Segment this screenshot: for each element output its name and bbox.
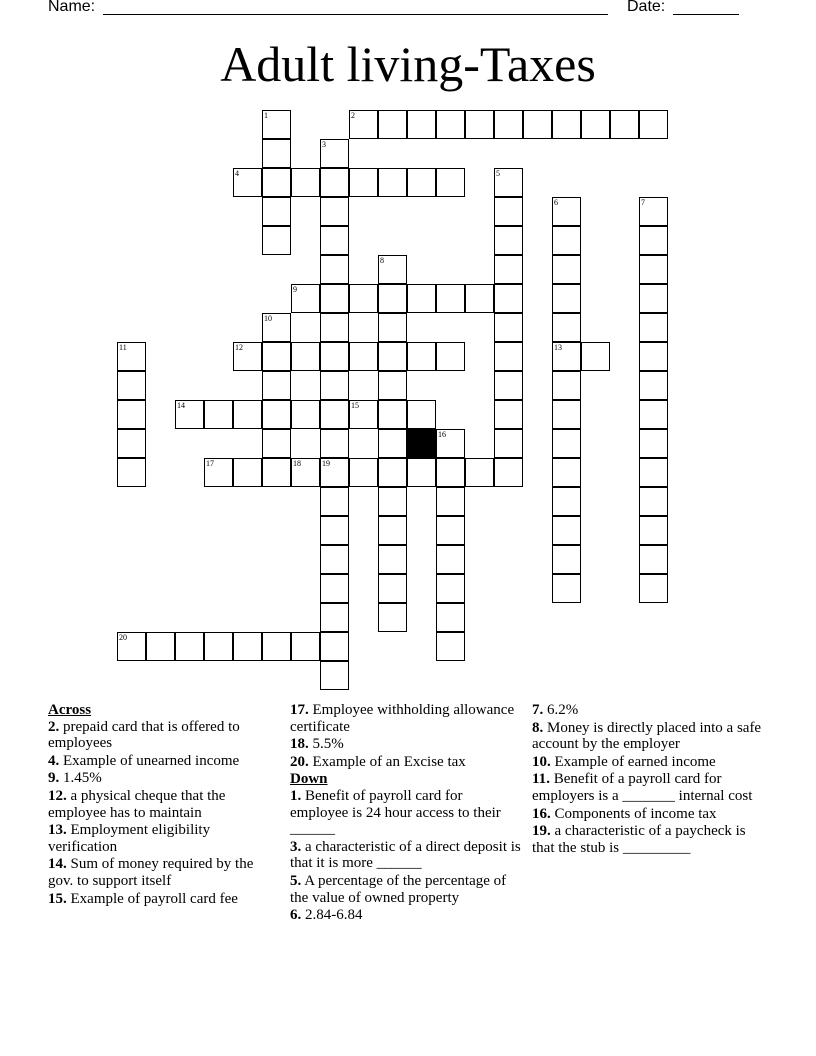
clue-down-1: 1. Benefit of payroll card for employee is 24 hour access to their ______ — [290, 787, 501, 838]
crossword-cell[interactable] — [320, 255, 349, 284]
crossword-cell[interactable] — [581, 110, 610, 139]
clue-text: 5.5% — [312, 736, 344, 753]
clue-down-10: 10. Example of earned income — [532, 753, 716, 770]
clue-text: 1.45% — [63, 770, 102, 787]
crossword-cell[interactable] — [494, 110, 523, 139]
cell-clue-number: 4 — [235, 169, 239, 178]
crossword-cell[interactable] — [494, 226, 523, 255]
crossword-cell[interactable] — [639, 284, 668, 313]
crossword-cell[interactable] — [291, 284, 320, 313]
crossword-cell[interactable] — [552, 516, 581, 545]
crossword-black-cell — [407, 429, 436, 458]
cell-clue-number: 12 — [235, 343, 243, 352]
clue-number: 9 — [48, 770, 56, 787]
crossword-cell[interactable] — [233, 342, 262, 371]
clue-across-14: 14. Sum of money required by the gov. to support itself — [48, 856, 254, 889]
clue-text: Benefit of payroll card for employee is 24 hour access to their ______ — [290, 787, 501, 838]
clue-number: 13 — [48, 822, 63, 839]
crossword-cell[interactable] — [494, 168, 523, 197]
crossword-cell[interactable] — [320, 632, 349, 661]
crossword-cell[interactable] — [262, 226, 291, 255]
crossword-cell[interactable] — [291, 400, 320, 429]
clues-column-3 — [532, 702, 762, 857]
crossword-cell[interactable] — [291, 632, 320, 661]
crossword-cell[interactable] — [552, 197, 581, 226]
crossword-cell[interactable] — [407, 458, 436, 487]
clue-number: 19 — [532, 823, 547, 840]
crossword-cell[interactable] — [494, 371, 523, 400]
crossword-cell[interactable] — [552, 110, 581, 139]
crossword-cell[interactable] — [552, 545, 581, 574]
crossword-cell[interactable] — [320, 400, 349, 429]
crossword-cell[interactable] — [378, 603, 407, 632]
crossword-cell[interactable] — [494, 458, 523, 487]
cell-clue-number: 10 — [264, 314, 272, 323]
crossword-cell[interactable] — [262, 197, 291, 226]
crossword-cell[interactable] — [233, 458, 262, 487]
crossword-cell[interactable] — [378, 371, 407, 400]
crossword-cell[interactable] — [407, 400, 436, 429]
clue-text: Money is directly placed into a safe account by the employer — [532, 719, 762, 753]
crossword-cell[interactable] — [349, 458, 378, 487]
clue-number: 5 — [290, 872, 298, 889]
clue-down-16: 16. Components of income tax — [532, 805, 717, 822]
clue-number: 16 — [532, 805, 547, 822]
crossword-cell[interactable] — [378, 458, 407, 487]
cell-clue-number: 20 — [119, 633, 127, 642]
crossword-cell[interactable] — [436, 516, 465, 545]
crossword-cell[interactable] — [262, 110, 291, 139]
clue-across-12: 12. a physical cheque that the employee has to maintain — [48, 787, 226, 821]
cell-clue-number: 17 — [206, 459, 214, 468]
crossword-cell[interactable] — [349, 284, 378, 313]
crossword-cell[interactable] — [262, 400, 291, 429]
crossword-cell[interactable] — [320, 574, 349, 603]
clue-text: 2.84-6.84 — [305, 907, 363, 924]
clue-number: 4 — [48, 752, 56, 769]
clue-number: 3 — [290, 838, 298, 855]
crossword-cell[interactable] — [262, 371, 291, 400]
crossword-cell[interactable] — [436, 487, 465, 516]
crossword-cell[interactable] — [639, 197, 668, 226]
clue-text: a physical cheque that the employee has to maintain — [48, 787, 226, 821]
crossword-cell[interactable] — [494, 255, 523, 284]
crossword-cell[interactable] — [494, 313, 523, 342]
clue-text: a characteristic of a paycheck is that the stub is _________ — [532, 823, 746, 856]
crossword-cell[interactable] — [436, 168, 465, 197]
crossword-cell[interactable] — [378, 342, 407, 371]
clue-across-2: 2. prepaid card that is offered to employees — [48, 718, 240, 752]
crossword-cell[interactable] — [639, 313, 668, 342]
across-heading: Across — [48, 702, 92, 718]
clue-text: Sum of money required by the gov. to support itself — [48, 856, 254, 889]
crossword-cell[interactable] — [494, 284, 523, 313]
clue-across-15: 15. Example of payroll card fee — [48, 890, 238, 907]
crossword-cell[interactable] — [639, 516, 668, 545]
crossword-cell[interactable] — [610, 110, 639, 139]
crossword-cell[interactable] — [552, 429, 581, 458]
crossword-cell[interactable] — [436, 429, 465, 458]
crossword-cell[interactable] — [291, 458, 320, 487]
cell-clue-number: 19 — [322, 459, 330, 468]
crossword-cell[interactable] — [320, 197, 349, 226]
clue-text: Example of unearned income — [63, 752, 240, 769]
crossword-cell[interactable] — [291, 342, 320, 371]
clue-text: Employment eligibility verification — [48, 822, 211, 855]
crossword-cell[interactable] — [465, 458, 494, 487]
crossword-cell[interactable] — [552, 342, 581, 371]
crossword-cell[interactable] — [320, 429, 349, 458]
crossword-cell[interactable] — [639, 400, 668, 429]
crossword-cell[interactable] — [436, 603, 465, 632]
crossword-cell[interactable] — [233, 400, 262, 429]
clue-text: 6.2% — [547, 702, 579, 718]
crossword-cell[interactable] — [233, 632, 262, 661]
crossword-cell[interactable] — [552, 313, 581, 342]
crossword-cell[interactable] — [494, 197, 523, 226]
crossword-cell[interactable] — [262, 313, 291, 342]
crossword-cell[interactable] — [436, 284, 465, 313]
clue-text: Example of payroll card fee — [70, 890, 238, 907]
crossword-cell[interactable] — [639, 342, 668, 371]
crossword-cell[interactable] — [639, 255, 668, 284]
cell-clue-number: 7 — [641, 198, 645, 207]
crossword-cell[interactable] — [175, 400, 204, 429]
crossword-cell[interactable] — [117, 429, 146, 458]
page-title: Adult living-Taxes — [220, 36, 596, 92]
crossword-cell[interactable] — [639, 574, 668, 603]
name-label: Name: — [48, 0, 96, 15]
clue-number: 2 — [48, 718, 56, 735]
crossword-cell[interactable] — [117, 400, 146, 429]
crossword-cell[interactable] — [639, 487, 668, 516]
crossword-cell[interactable] — [320, 342, 349, 371]
crossword-cell[interactable] — [378, 545, 407, 574]
cell-clue-number: 18 — [293, 459, 301, 468]
crossword-cell[interactable] — [378, 110, 407, 139]
crossword-cell[interactable] — [320, 371, 349, 400]
crossword-cell[interactable] — [552, 255, 581, 284]
clue-text: prepaid card that is offered to employees — [48, 718, 240, 752]
crossword-cell[interactable] — [378, 574, 407, 603]
crossword-cell[interactable] — [407, 168, 436, 197]
crossword-cell[interactable] — [465, 110, 494, 139]
crossword-cell[interactable] — [204, 400, 233, 429]
crossword-cell[interactable] — [117, 458, 146, 487]
clue-across-9: 9. 1.45% — [48, 770, 102, 787]
date-underline[interactable] — [673, 14, 739, 15]
crossword-cell[interactable] — [262, 342, 291, 371]
clue-across-18: 18. 5.5% — [290, 736, 344, 753]
crossword-cell[interactable] — [378, 516, 407, 545]
date-label: Date: — [627, 0, 666, 15]
clue-across-13: 13. Employment eligibility verification — [48, 822, 211, 855]
clue-number: 18 — [290, 736, 305, 753]
crossword-cell[interactable] — [349, 110, 378, 139]
crossword-cell[interactable] — [378, 255, 407, 284]
crossword-cell[interactable] — [262, 168, 291, 197]
crossword-cell[interactable] — [117, 342, 146, 371]
clue-number: 11 — [532, 771, 547, 788]
clues-column-2 — [290, 702, 522, 925]
crossword-cell[interactable] — [175, 632, 204, 661]
clue-number: 17 — [290, 702, 305, 718]
crossword-cell[interactable] — [320, 168, 349, 197]
clue-number: 10 — [532, 753, 547, 770]
clue-number: 6 — [290, 907, 298, 924]
crossword-cell[interactable] — [320, 284, 349, 313]
crossword-cell[interactable] — [639, 429, 668, 458]
crossword-cell[interactable] — [639, 545, 668, 574]
crossword-cell[interactable] — [494, 342, 523, 371]
crossword-cell[interactable] — [407, 342, 436, 371]
clue-text: Example of earned income — [554, 753, 716, 770]
clue-text: Employee withholding allowance certificate — [290, 702, 515, 735]
cell-clue-number: 2 — [351, 111, 355, 120]
crossword-cell[interactable] — [117, 632, 146, 661]
clue-number: 14 — [48, 856, 63, 873]
crossword-cell[interactable] — [552, 371, 581, 400]
crossword-cell[interactable] — [262, 458, 291, 487]
crossword-cell[interactable] — [552, 458, 581, 487]
crossword-cell[interactable] — [204, 632, 233, 661]
crossword-cell[interactable] — [436, 458, 465, 487]
clue-down-6: 6. 2.84-6.84 — [290, 907, 363, 924]
crossword-cell[interactable] — [436, 110, 465, 139]
clue-number: 12 — [48, 787, 63, 804]
cell-clue-number: 14 — [177, 401, 185, 410]
crossword-cell[interactable] — [349, 342, 378, 371]
crossword-cell[interactable] — [581, 342, 610, 371]
crossword-cell[interactable] — [523, 110, 552, 139]
crossword-cell[interactable] — [552, 284, 581, 313]
crossword-cell[interactable] — [378, 313, 407, 342]
cell-clue-number: 6 — [554, 198, 558, 207]
cell-clue-number: 5 — [496, 169, 500, 178]
crossword-cell[interactable] — [262, 429, 291, 458]
clue-number: 7 — [532, 702, 540, 718]
cell-clue-number: 15 — [351, 401, 359, 410]
crossword-cell[interactable] — [552, 400, 581, 429]
crossword-cell[interactable] — [639, 458, 668, 487]
crossword-cell[interactable] — [639, 110, 668, 139]
crossword-cell[interactable] — [378, 284, 407, 313]
clue-text: a characteristic of a direct deposit is that it is more ______ — [290, 838, 521, 872]
clue-number: 15 — [48, 890, 63, 907]
clue-text: A percentage of the percentage of the value of owned property — [290, 872, 507, 906]
crossword-cell[interactable] — [320, 139, 349, 168]
clue-across-4: 4. Example of unearned income — [48, 752, 240, 769]
cell-clue-number: 1 — [264, 111, 268, 120]
clue-text: Components of income tax — [554, 805, 717, 822]
crossword-cell[interactable] — [378, 487, 407, 516]
crossword-cell[interactable] — [320, 516, 349, 545]
crossword-cell[interactable] — [233, 168, 262, 197]
crossword-cell[interactable] — [320, 661, 349, 690]
crossword-cell[interactable] — [552, 487, 581, 516]
clue-down-5: 5. A percentage of the percentage of the value of owned property — [290, 872, 507, 906]
clue-down-7: 7. 6.2% — [532, 702, 579, 718]
crossword-cell[interactable] — [262, 632, 291, 661]
crossword-cell[interactable] — [378, 168, 407, 197]
down-heading: Down — [290, 771, 328, 788]
crossword-cell[interactable] — [407, 110, 436, 139]
crossword-cell[interactable] — [494, 400, 523, 429]
crossword-cell[interactable] — [291, 168, 320, 197]
crossword-cell[interactable] — [320, 487, 349, 516]
crossword-cell[interactable] — [320, 313, 349, 342]
crossword-cell[interactable] — [436, 545, 465, 574]
clue-down-3: 3. a characteristic of a direct deposit is that it is more ______ — [290, 838, 521, 872]
cell-clue-number: 8 — [380, 256, 384, 265]
crossword-cell[interactable] — [378, 429, 407, 458]
clue-down-11: 11. Benefit of a payroll card for employers is a _______ internal cost — [532, 771, 753, 804]
cell-clue-number: 16 — [438, 430, 446, 439]
clue-text: Benefit of a payroll card for employers is a _______ internal cost — [532, 771, 753, 804]
cell-clue-number: 13 — [554, 343, 562, 352]
crossword-cell[interactable] — [117, 371, 146, 400]
crossword-cell[interactable] — [436, 632, 465, 661]
clues-column-1 — [48, 702, 280, 908]
crossword-cell[interactable] — [320, 226, 349, 255]
crossword-cell[interactable] — [639, 371, 668, 400]
crossword-cell[interactable] — [262, 139, 291, 168]
name-underline[interactable] — [103, 14, 608, 15]
crossword-cell[interactable] — [552, 574, 581, 603]
clue-number: 1 — [290, 787, 298, 804]
crossword-cell[interactable] — [378, 400, 407, 429]
crossword-cell[interactable] — [494, 429, 523, 458]
crossword-cell[interactable] — [552, 226, 581, 255]
cell-clue-number: 11 — [119, 343, 127, 352]
clue-number: 8 — [532, 719, 540, 736]
clue-across-20: 20. Example of an Excise tax — [290, 753, 466, 770]
crossword-cell[interactable] — [320, 603, 349, 632]
crossword-cell[interactable] — [349, 400, 378, 429]
crossword-cell[interactable] — [436, 574, 465, 603]
clue-down-8: 8. Money is directly placed into a safe account by the employer — [532, 719, 762, 753]
clue-down-19: 19. a characteristic of a paycheck is that the stub is _________ — [532, 823, 746, 856]
crossword-cell[interactable] — [407, 284, 436, 313]
crossword-cell[interactable] — [320, 545, 349, 574]
crossword-cell[interactable] — [349, 168, 378, 197]
clue-number: 20 — [290, 753, 305, 770]
cell-clue-number: 3 — [322, 140, 326, 149]
clue-text: Example of an Excise tax — [312, 753, 466, 770]
crossword-cell[interactable] — [320, 458, 349, 487]
cell-clue-number: 9 — [293, 285, 297, 294]
crossword-cell[interactable] — [465, 284, 494, 313]
crossword-cell[interactable] — [204, 458, 233, 487]
clue-across-17: 17. Employee withholding allowance certificate — [290, 702, 515, 735]
crossword-cell[interactable] — [146, 632, 175, 661]
crossword-cell[interactable] — [436, 342, 465, 371]
crossword-cell[interactable] — [639, 226, 668, 255]
